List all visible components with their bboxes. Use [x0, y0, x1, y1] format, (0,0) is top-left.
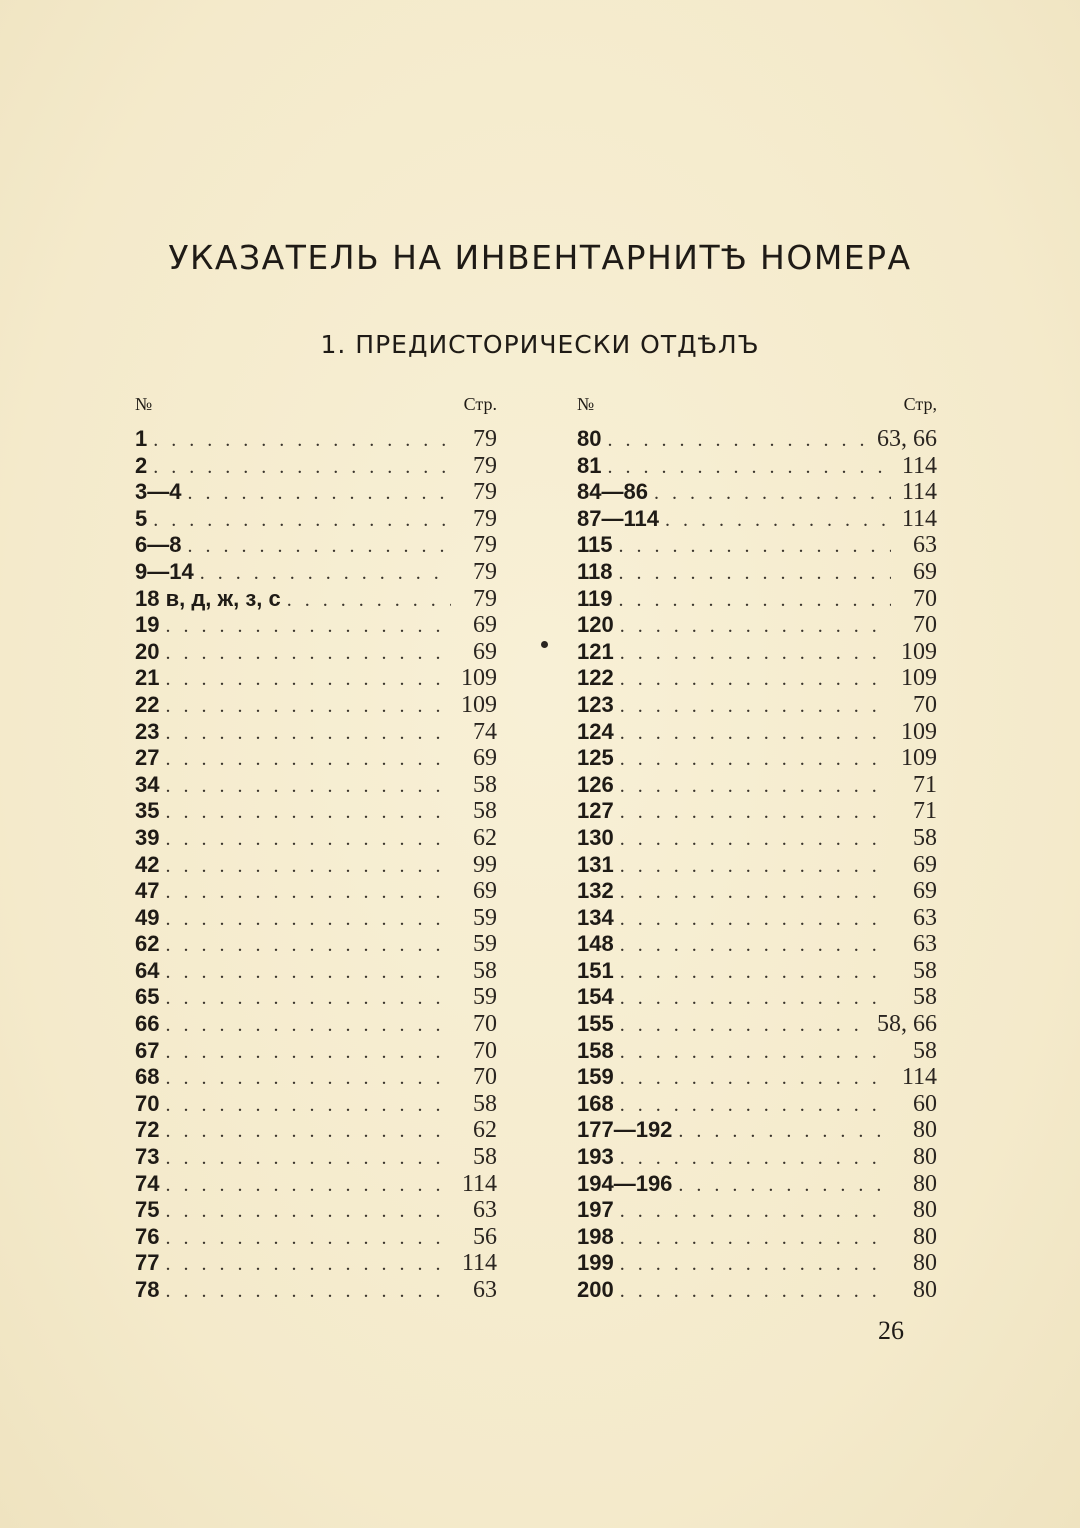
dot-leader: [187, 533, 451, 560]
page-reference: 79: [473, 452, 497, 479]
index-entry: [135, 905, 497, 932]
page-reference: 63: [913, 532, 937, 559]
inventory-number: 84—86: [577, 479, 648, 505]
index-entry: [135, 1064, 497, 1091]
index-entry: [135, 665, 497, 692]
dot-leader: [620, 932, 891, 959]
inventory-number: 20: [135, 638, 160, 664]
dot-leader: [620, 640, 891, 667]
index-entry: [577, 586, 937, 613]
dot-leader: [165, 1118, 451, 1145]
index-entry: [577, 426, 937, 453]
dot-leader: [200, 560, 451, 587]
inventory-number: 134: [577, 904, 614, 930]
header-number: №: [135, 394, 153, 414]
index-rows-right: [577, 426, 937, 1304]
inventory-number: 72: [135, 1117, 160, 1143]
inventory-number: 77: [135, 1250, 160, 1276]
index-entry: [135, 745, 497, 772]
index-entry: [135, 1224, 497, 1251]
page-reference: 80: [913, 1170, 937, 1197]
index-entry: [135, 931, 497, 958]
header-page: Стр.: [463, 394, 497, 414]
inventory-number: 49: [135, 904, 160, 930]
page-reference: 109: [901, 745, 937, 772]
dot-leader: [153, 454, 451, 481]
index-entry: [577, 506, 937, 533]
page-reference: 69: [473, 612, 497, 639]
inventory-number: 123: [577, 691, 614, 717]
page-reference: 56: [473, 1223, 497, 1250]
inventory-number: 68: [135, 1064, 160, 1090]
inventory-number: 70: [135, 1090, 160, 1116]
page-reference: 69: [473, 745, 497, 772]
index-entry: [577, 1091, 937, 1118]
page-reference: 63: [473, 1277, 497, 1303]
page-reference: 63: [913, 904, 937, 931]
dot-leader: [619, 533, 892, 560]
inventory-number: 22: [135, 691, 160, 717]
dot-leader: [165, 1012, 451, 1039]
dot-leader: [620, 1278, 891, 1305]
index-entry: [577, 559, 937, 586]
page-reference: 114: [461, 1170, 497, 1197]
page-reference: 114: [461, 1250, 497, 1277]
dot-leader: [165, 666, 451, 693]
dot-leader: [620, 1251, 891, 1278]
index-entry: [577, 825, 937, 852]
header-page: Стр,: [903, 394, 937, 414]
inventory-number: 64: [135, 957, 160, 983]
page-reference: 71: [913, 798, 937, 825]
index-column-left: [135, 392, 497, 1304]
index-entry: [135, 453, 497, 480]
inventory-number: 193: [577, 1144, 614, 1170]
inventory-number: 131: [577, 851, 614, 877]
dot-leader: [665, 507, 891, 534]
index-entry: [577, 453, 937, 480]
index-entry: [577, 1117, 937, 1144]
index-entry: [577, 958, 937, 985]
dot-leader: [620, 746, 891, 773]
index-entry: [577, 1171, 937, 1198]
page-reference: 58, 66: [877, 1011, 937, 1038]
inventory-number: 23: [135, 718, 160, 744]
page-reference: 69: [913, 851, 937, 878]
index-entry: [577, 479, 937, 506]
page-reference: 70: [913, 585, 937, 612]
page-reference: 63: [913, 931, 937, 958]
dot-leader: [620, 1225, 891, 1252]
index-column-right: [577, 392, 937, 1304]
dot-leader: [654, 480, 891, 507]
page-reference: 58: [473, 957, 497, 984]
inventory-number: 73: [135, 1144, 160, 1170]
index-entry: [135, 559, 497, 586]
inventory-number: 154: [577, 984, 614, 1010]
inventory-number: 1: [135, 426, 148, 451]
page-reference: 58: [913, 1037, 937, 1064]
dot-leader: [165, 746, 451, 773]
page-reference: 79: [473, 505, 497, 532]
inventory-number: 80: [577, 426, 602, 451]
inventory-number: 200: [577, 1277, 614, 1302]
index-entry: [135, 1011, 497, 1038]
index-entry: [135, 1038, 497, 1065]
inventory-number: 3—4: [135, 479, 182, 505]
index-entry: [135, 586, 497, 613]
page-reference: 58: [473, 798, 497, 825]
page-reference: 58: [913, 984, 937, 1011]
index-entry: [577, 1144, 937, 1171]
dot-leader: [187, 480, 451, 507]
index-entry: [135, 1117, 497, 1144]
index-entry: [135, 1277, 497, 1304]
inventory-number: 132: [577, 878, 614, 904]
dot-leader: [607, 454, 891, 481]
dot-leader: [165, 693, 451, 720]
dot-leader: [165, 879, 451, 906]
inventory-number: 6—8: [135, 532, 182, 558]
dot-leader: [165, 640, 451, 667]
page-reference: 59: [473, 984, 497, 1011]
inventory-number: 21: [135, 665, 160, 691]
inventory-number: 155: [577, 1011, 614, 1037]
column-header: [135, 392, 497, 426]
page-reference: 58: [473, 771, 497, 798]
page-reference: 69: [913, 558, 937, 585]
inventory-number: 87—114: [577, 505, 659, 531]
index-entry: [577, 1250, 937, 1277]
page-reference: 58: [913, 957, 937, 984]
inventory-number: 66: [135, 1011, 160, 1037]
index-entry: [577, 665, 937, 692]
index-entry: [577, 1224, 937, 1251]
dot-leader: [165, 906, 451, 933]
page-reference: 79: [473, 558, 497, 585]
dot-leader: [165, 1225, 451, 1252]
index-entry: [577, 931, 937, 958]
column-header: [577, 392, 937, 426]
index-entry: [135, 692, 497, 719]
page-reference: 70: [473, 1064, 497, 1091]
inventory-number: 126: [577, 771, 614, 797]
page-reference: 79: [473, 532, 497, 559]
dot-leader: [620, 853, 891, 880]
inventory-number: 177—192: [577, 1117, 673, 1143]
dot-leader: [620, 1145, 891, 1172]
index-entry: [577, 1197, 937, 1224]
page-number: 26: [878, 1316, 904, 1345]
page-reference: 109: [901, 638, 937, 665]
dot-leader: [165, 826, 451, 853]
inventory-number: 65: [135, 984, 160, 1010]
page-reference: 109: [901, 665, 937, 692]
inventory-number: 18 в, д, ж, з, с: [135, 585, 281, 611]
inventory-number: 67: [135, 1037, 160, 1063]
dot-leader: [165, 720, 451, 747]
inventory-number: 197: [577, 1197, 614, 1223]
index-entry: [135, 1250, 497, 1277]
dot-leader: [165, 1092, 451, 1119]
dot-leader: [165, 853, 451, 880]
dot-leader: [165, 1039, 451, 1066]
inventory-number: 120: [577, 612, 614, 638]
index-entry: [135, 878, 497, 905]
dot-leader: [620, 666, 891, 693]
page-reference: 70: [473, 1011, 497, 1038]
inventory-number: 35: [135, 798, 160, 824]
inventory-number: 127: [577, 798, 614, 824]
dot-leader: [619, 587, 892, 614]
dot-leader: [620, 1198, 891, 1225]
inventory-number: 9—14: [135, 558, 194, 584]
inventory-number: 81: [577, 452, 602, 478]
page-reference: 69: [473, 638, 497, 665]
dot-leader: [165, 1251, 451, 1278]
index-entry: [135, 639, 497, 666]
index-entry: [135, 612, 497, 639]
inventory-number: 75: [135, 1197, 160, 1223]
index-entry: [135, 1171, 497, 1198]
index-entry: [135, 984, 497, 1011]
inventory-number: 148: [577, 931, 614, 957]
page-reference: 70: [913, 612, 937, 639]
dot-leader: [287, 587, 451, 614]
page-reference: 80: [913, 1144, 937, 1171]
page-reference: 59: [473, 904, 497, 931]
index-entry: [577, 639, 937, 666]
index-entry: [135, 719, 497, 746]
inventory-number: 5: [135, 505, 148, 531]
inventory-number: 130: [577, 824, 614, 850]
section-title: 1. ПРЕДИСТОРИЧЕСКИ ОТДѢЛЪ: [320, 330, 760, 359]
page-reference: 99: [473, 851, 497, 878]
index-entry: [135, 1144, 497, 1171]
page-reference: 62: [473, 824, 497, 851]
page-reference: 60: [913, 1090, 937, 1117]
inventory-number: 42: [135, 851, 160, 877]
inventory-number: 199: [577, 1250, 614, 1276]
index-entry: [135, 798, 497, 825]
inventory-number: 198: [577, 1223, 614, 1249]
page-reference: 109: [461, 665, 497, 692]
inventory-number: 115: [577, 532, 613, 558]
dot-leader: [165, 799, 451, 826]
index-entry: [135, 825, 497, 852]
inventory-number: 151: [577, 957, 614, 983]
dot-leader: [619, 560, 892, 587]
page-reference: 63, 66: [877, 426, 937, 452]
dot-leader: [620, 1012, 871, 1039]
page-reference: 80: [913, 1277, 937, 1303]
inventory-number: 27: [135, 745, 160, 771]
dot-leader: [620, 959, 891, 986]
index-entry: [577, 905, 937, 932]
page-reference: 70: [913, 691, 937, 718]
header-number: №: [577, 394, 595, 414]
page-reference: 71: [913, 771, 937, 798]
page-reference: 69: [913, 878, 937, 905]
index-entry: [577, 878, 937, 905]
dot-leader: [620, 826, 891, 853]
inventory-number: 124: [577, 718, 614, 744]
page-reference: 109: [901, 718, 937, 745]
index-rows-left: [135, 426, 497, 1304]
page-reference: 114: [901, 452, 937, 479]
page-reference: 80: [913, 1117, 937, 1144]
dot-leader: [620, 1065, 891, 1092]
dot-leader: [165, 959, 451, 986]
bullet-mark: [541, 641, 548, 648]
inventory-number: 2: [135, 452, 148, 478]
page-reference: 58: [473, 1144, 497, 1171]
dot-leader: [620, 773, 891, 800]
inventory-number: 47: [135, 878, 160, 904]
index-entry: [135, 1197, 497, 1224]
dot-leader: [678, 1118, 891, 1145]
inventory-number: 19: [135, 612, 160, 638]
page-reference: 80: [913, 1223, 937, 1250]
inventory-number: 158: [577, 1037, 614, 1063]
dot-leader: [620, 799, 891, 826]
dot-leader: [165, 932, 451, 959]
inventory-number: 118: [577, 558, 613, 584]
dot-leader: [620, 879, 891, 906]
dot-leader: [165, 773, 451, 800]
dot-leader: [678, 1172, 891, 1199]
inventory-number: 159: [577, 1064, 614, 1090]
index-entry: [577, 532, 937, 559]
index-entry: [577, 984, 937, 1011]
page-reference: 114: [901, 479, 937, 506]
index-entry: [135, 1091, 497, 1118]
page-reference: 70: [473, 1037, 497, 1064]
dot-leader: [165, 1198, 451, 1225]
page-reference: 58: [913, 824, 937, 851]
index-entry: [577, 719, 937, 746]
index-entry: [135, 532, 497, 559]
inventory-number: 119: [577, 585, 613, 611]
inventory-number: 194—196: [577, 1170, 673, 1196]
index-entry: [135, 426, 497, 453]
inventory-number: 39: [135, 824, 160, 850]
index-entry: [135, 958, 497, 985]
dot-leader: [620, 906, 891, 933]
dot-leader: [165, 985, 451, 1012]
dot-leader: [620, 613, 891, 640]
index-entry: [577, 1038, 937, 1065]
dot-leader: [153, 427, 451, 454]
dot-leader: [165, 1172, 451, 1199]
index-entry: [577, 612, 937, 639]
page-reference: 79: [473, 426, 497, 452]
inventory-number: 78: [135, 1277, 160, 1302]
index-entry: [577, 798, 937, 825]
inventory-number: 74: [135, 1170, 160, 1196]
dot-leader: [607, 427, 871, 454]
index-entry: [577, 1064, 937, 1091]
inventory-number: 168: [577, 1090, 614, 1116]
inventory-number: 62: [135, 931, 160, 957]
index-entry: [135, 852, 497, 879]
page-reference: 79: [473, 479, 497, 506]
dot-leader: [165, 613, 451, 640]
page-reference: 62: [473, 1117, 497, 1144]
page-reference: 80: [913, 1250, 937, 1277]
page-reference: 80: [913, 1197, 937, 1224]
index-entry: [577, 745, 937, 772]
page-reference: 58: [473, 1090, 497, 1117]
dot-leader: [165, 1278, 451, 1305]
index-entry: [577, 1011, 937, 1038]
index-entry: [577, 692, 937, 719]
page-reference: 69: [473, 878, 497, 905]
page-reference: 109: [461, 691, 497, 718]
page-reference: 79: [473, 585, 497, 612]
dot-leader: [620, 985, 891, 1012]
dot-leader: [153, 507, 451, 534]
inventory-number: 125: [577, 745, 614, 771]
page-reference: 114: [901, 505, 937, 532]
inventory-number: 121: [577, 638, 614, 664]
dot-leader: [620, 1092, 891, 1119]
page-reference: 114: [901, 1064, 937, 1091]
index-entry: [577, 1277, 937, 1304]
inventory-number: 76: [135, 1223, 160, 1249]
inventory-number: 122: [577, 665, 614, 691]
index-entry: [135, 772, 497, 799]
index-entry: [577, 772, 937, 799]
inventory-number: 34: [135, 771, 160, 797]
dot-leader: [165, 1145, 451, 1172]
dot-leader: [165, 1065, 451, 1092]
index-entry: [577, 852, 937, 879]
dot-leader: [620, 720, 891, 747]
page-reference: 63: [473, 1197, 497, 1224]
page-reference: 59: [473, 931, 497, 958]
dot-leader: [620, 1039, 891, 1066]
index-entry: [135, 479, 497, 506]
dot-leader: [620, 693, 891, 720]
index-entry: [135, 506, 497, 533]
page-title: УКАЗАТЕЛЬ НА ИНВЕНТАРНИТѢ НОМЕРА: [168, 238, 912, 277]
page-reference: 74: [473, 718, 497, 745]
